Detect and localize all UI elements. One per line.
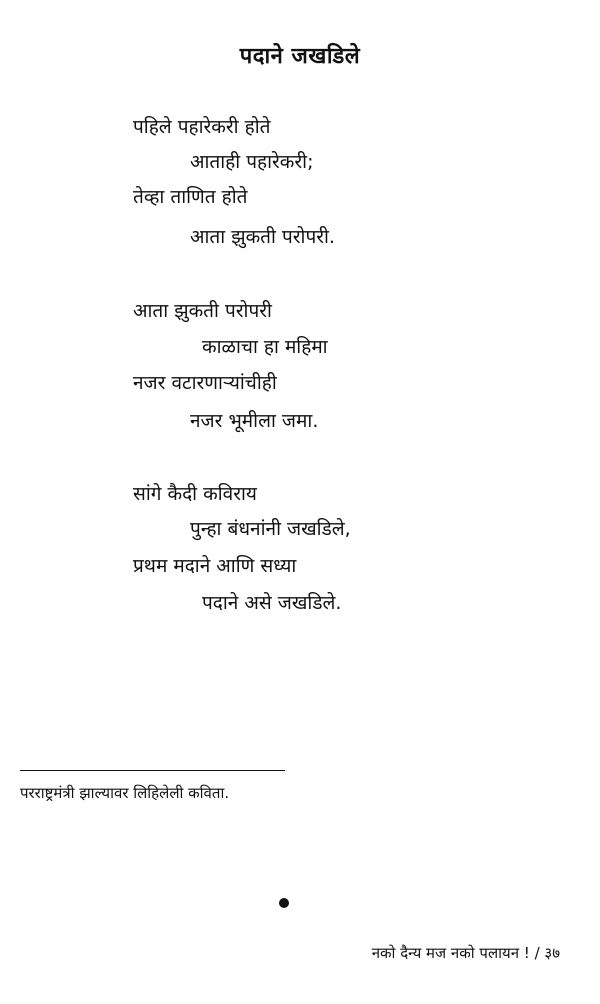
poem-line: आता झुकती परोपरी bbox=[133, 300, 272, 322]
footnote-rule bbox=[20, 770, 285, 771]
poem-line: नजर भूमीला जमा. bbox=[190, 410, 319, 432]
poem-line: पुन्हा बंधनांनी जखडिले, bbox=[190, 518, 351, 540]
poem-line: नजर वटारणाऱ्यांचीही bbox=[133, 372, 277, 394]
ornament-dot bbox=[279, 898, 289, 908]
poem-line: काळाचा हा महिमा bbox=[202, 336, 328, 358]
poem-line: आता झुकती परोपरी. bbox=[190, 226, 335, 248]
poem-line: पदाने असे जखडिले. bbox=[202, 592, 342, 614]
footnote: परराष्ट्रमंत्री झाल्यावर लिहिलेली कविता. bbox=[20, 784, 230, 802]
poem-line: प्रथम मदाने आणि सध्या bbox=[133, 555, 297, 577]
poem-line: तेव्हा ताणित होते bbox=[133, 186, 248, 208]
poem-line: आताही पहारेकरी; bbox=[190, 151, 314, 173]
poem-line: पहिले पहारेकरी होते bbox=[133, 116, 271, 138]
poem-title: पदाने जखडिले bbox=[239, 44, 361, 69]
poem-line: सांगे कैदी कविराय bbox=[133, 483, 257, 505]
page-footer: नको दैन्य मज नको पलायन ! / ३७ bbox=[371, 944, 560, 962]
